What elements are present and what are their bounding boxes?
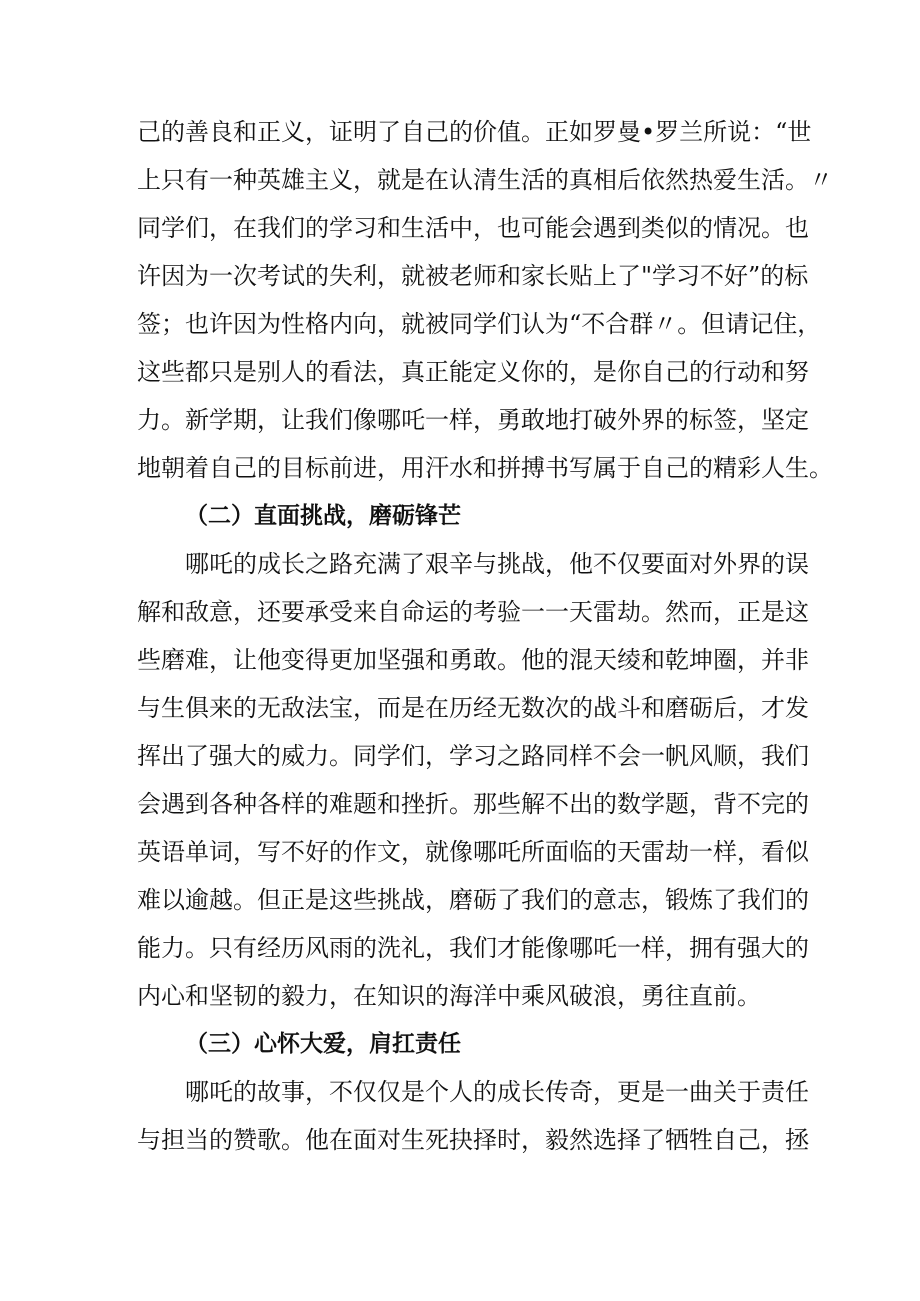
paragraph-line: 上只有一种英雄主义，就是在认清生活的真相后依然热爱生活。〃 bbox=[137, 166, 833, 194]
paragraph-line: 英语单词，写不好的作文，就像哪吒所面临的天雷劫一样，看似 bbox=[137, 838, 809, 866]
paragraph-line: 内心和坚韧的毅力，在知识的海洋中乘风破浪，勇往直前。 bbox=[137, 982, 761, 1010]
paragraph-line: 解和敌意，还要承受来自命运的考验一一天雷劫。然而，正是这 bbox=[137, 598, 809, 626]
paragraph-line: 哪吒的故事，不仅仅是个人的成长传奇，更是一曲关于责任 bbox=[185, 1078, 809, 1106]
paragraph-line: 些磨难，让他变得更加坚强和勇敢。他的混天绫和乾坤圈，并非 bbox=[137, 646, 809, 674]
document-body bbox=[137, 108, 833, 1164]
paragraph-1 bbox=[137, 108, 833, 492]
paragraph-line: 能力。只有经历风雨的洗礼，我们才能像哪吒一样，拥有强大的 bbox=[137, 934, 809, 962]
paragraph-3 bbox=[137, 1068, 809, 1164]
paragraph-line: 难以逾越。但正是这些挑战，磨砺了我们的意志，锻炼了我们的 bbox=[137, 886, 809, 914]
paragraph-line: 与担当的赞歌。他在面对生死抉择时，毅然选择了牺牲自己，拯 bbox=[137, 1126, 809, 1154]
paragraph-line: 同学们，在我们的学习和生活中，也可能会遇到类似的情况。也 bbox=[137, 214, 809, 242]
section-heading-2: （二）直面挑战，磨砺锋芒 bbox=[185, 503, 461, 529]
paragraph-line: 哪吒的成长之路充满了艰辛与挑战，他不仅要面对外界的误 bbox=[185, 550, 809, 578]
paragraph-line: 会遇到各种各样的难题和挫折。那些解不出的数学题，背不完的 bbox=[137, 790, 809, 818]
paragraph-line: 这些都只是别人的看法，真正能定义你的，是你自己的行动和努 bbox=[137, 358, 809, 386]
section-heading-3: （三）心怀大爱，肩扛责任 bbox=[185, 1031, 461, 1057]
paragraph-line: 力。新学期，让我们像哪吒一样，勇敢地打破外界的标签，坚定 bbox=[137, 406, 809, 434]
paragraph-line: 许因为一次考试的失利，就被老师和家长贴上了"学习不好”的标 bbox=[137, 262, 809, 290]
paragraph-line: 签；也许因为性格内向，就被同学们认为“不合群〃。但请记住， bbox=[137, 310, 822, 338]
paragraph-line: 挥出了强大的威力。同学们，学习之路同样不会一帆风顺，我们 bbox=[137, 742, 809, 770]
paragraph-line: 与生俱来的无敌法宝，而是在历经无数次的战斗和磨砺后，才发 bbox=[137, 694, 809, 722]
paragraph-line: 己的善良和正义，证明了自己的价值。正如罗曼•罗兰所说：“世 bbox=[137, 118, 812, 146]
paragraph-2 bbox=[137, 540, 809, 1020]
paragraph-line: 地朝着自己的目标前进，用汗水和拼搏书写属于自己的精彩人生。 bbox=[137, 454, 833, 482]
